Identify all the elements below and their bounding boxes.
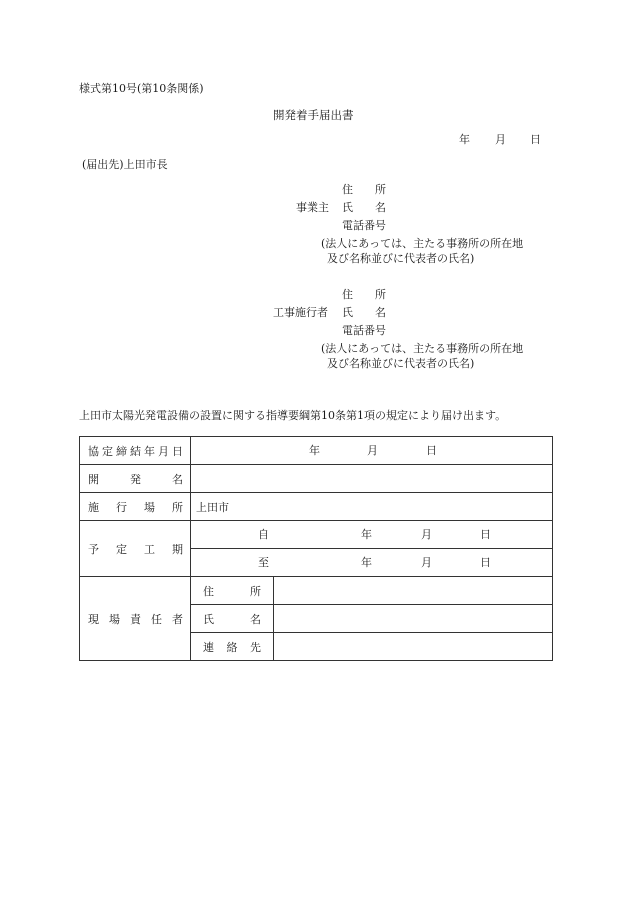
agreement-date-row xyxy=(80,437,553,465)
manager-label: 現 場 責 任 者 xyxy=(80,577,191,661)
contractor-address-label: 住 所 xyxy=(342,288,386,301)
period-to-day: 日 xyxy=(480,556,491,569)
period-from-year: 年 xyxy=(361,528,372,541)
period-from-month: 月 xyxy=(421,528,432,541)
statement: 上田市太陽光発電設備の設置に関する指導要綱第10条第1項の規定により届け出ます。 xyxy=(79,409,507,422)
contractor-phone-label: 電話番号 xyxy=(342,324,386,337)
owner-phone-label: 電話番号 xyxy=(342,219,386,232)
development-name-row xyxy=(80,465,553,493)
site-field[interactable] xyxy=(191,493,553,521)
period-from-prefix: 自 xyxy=(258,528,269,541)
manager-address-label: 住 所 xyxy=(191,577,274,605)
owner-address-label: 住 所 xyxy=(342,183,386,196)
owner-role-label: 事業主 xyxy=(296,201,329,214)
period-to-month: 月 xyxy=(421,556,432,569)
contractor-note-line1: (法人にあっては、主たる事務所の所在地 xyxy=(321,342,524,355)
contractor-note-line2: 及び名称並びに代表者の氏名) xyxy=(327,357,475,370)
addressee: (届出先)上田市長 xyxy=(82,158,168,171)
manager-name-label: 氏 名 xyxy=(191,605,274,633)
manager-address-field[interactable] xyxy=(274,577,553,605)
notification-table xyxy=(79,436,553,661)
site-row xyxy=(80,493,553,521)
period-to-prefix: 至 xyxy=(258,556,269,569)
owner-name-label: 氏 名 xyxy=(342,201,386,214)
form-number: 様式第10号(第10条関係) xyxy=(79,82,204,95)
period-to-field[interactable] xyxy=(191,549,553,577)
agreement-year: 年 xyxy=(309,444,320,457)
period-from-field[interactable] xyxy=(191,521,553,549)
contractor-name-label: 氏 名 xyxy=(342,306,386,319)
manager-contact-field[interactable] xyxy=(274,633,553,661)
contractor-role-label: 工事施行者 xyxy=(273,306,328,319)
development-name-field[interactable] xyxy=(191,465,553,493)
development-name-label: 開 発 名 xyxy=(80,465,191,493)
manager-name-field[interactable] xyxy=(274,605,553,633)
period-from-day: 日 xyxy=(480,528,491,541)
agreement-date-field[interactable] xyxy=(191,437,553,465)
manager-address-row xyxy=(80,577,553,605)
period-to-year: 年 xyxy=(361,556,372,569)
document-title: 開発着手届出書 xyxy=(273,108,354,122)
agreement-month: 月 xyxy=(367,444,378,457)
agreement-day: 日 xyxy=(426,444,437,457)
agreement-date-label: 協 定 締 結 年 月 日 xyxy=(80,437,191,465)
site-label: 施 行 場 所 xyxy=(80,493,191,521)
manager-contact-label: 連 絡 先 xyxy=(191,633,274,661)
date-day: 日 xyxy=(530,133,541,146)
site-value: 上田市 xyxy=(196,500,229,514)
owner-note-line1: (法人にあっては、主たる事務所の所在地 xyxy=(321,237,524,250)
owner-note-line2: 及び名称並びに代表者の氏名) xyxy=(327,252,475,265)
date-year: 年 xyxy=(459,133,470,146)
period-from-row xyxy=(80,521,553,549)
date-month: 月 xyxy=(495,133,506,146)
period-label: 予 定 工 期 xyxy=(80,521,191,577)
